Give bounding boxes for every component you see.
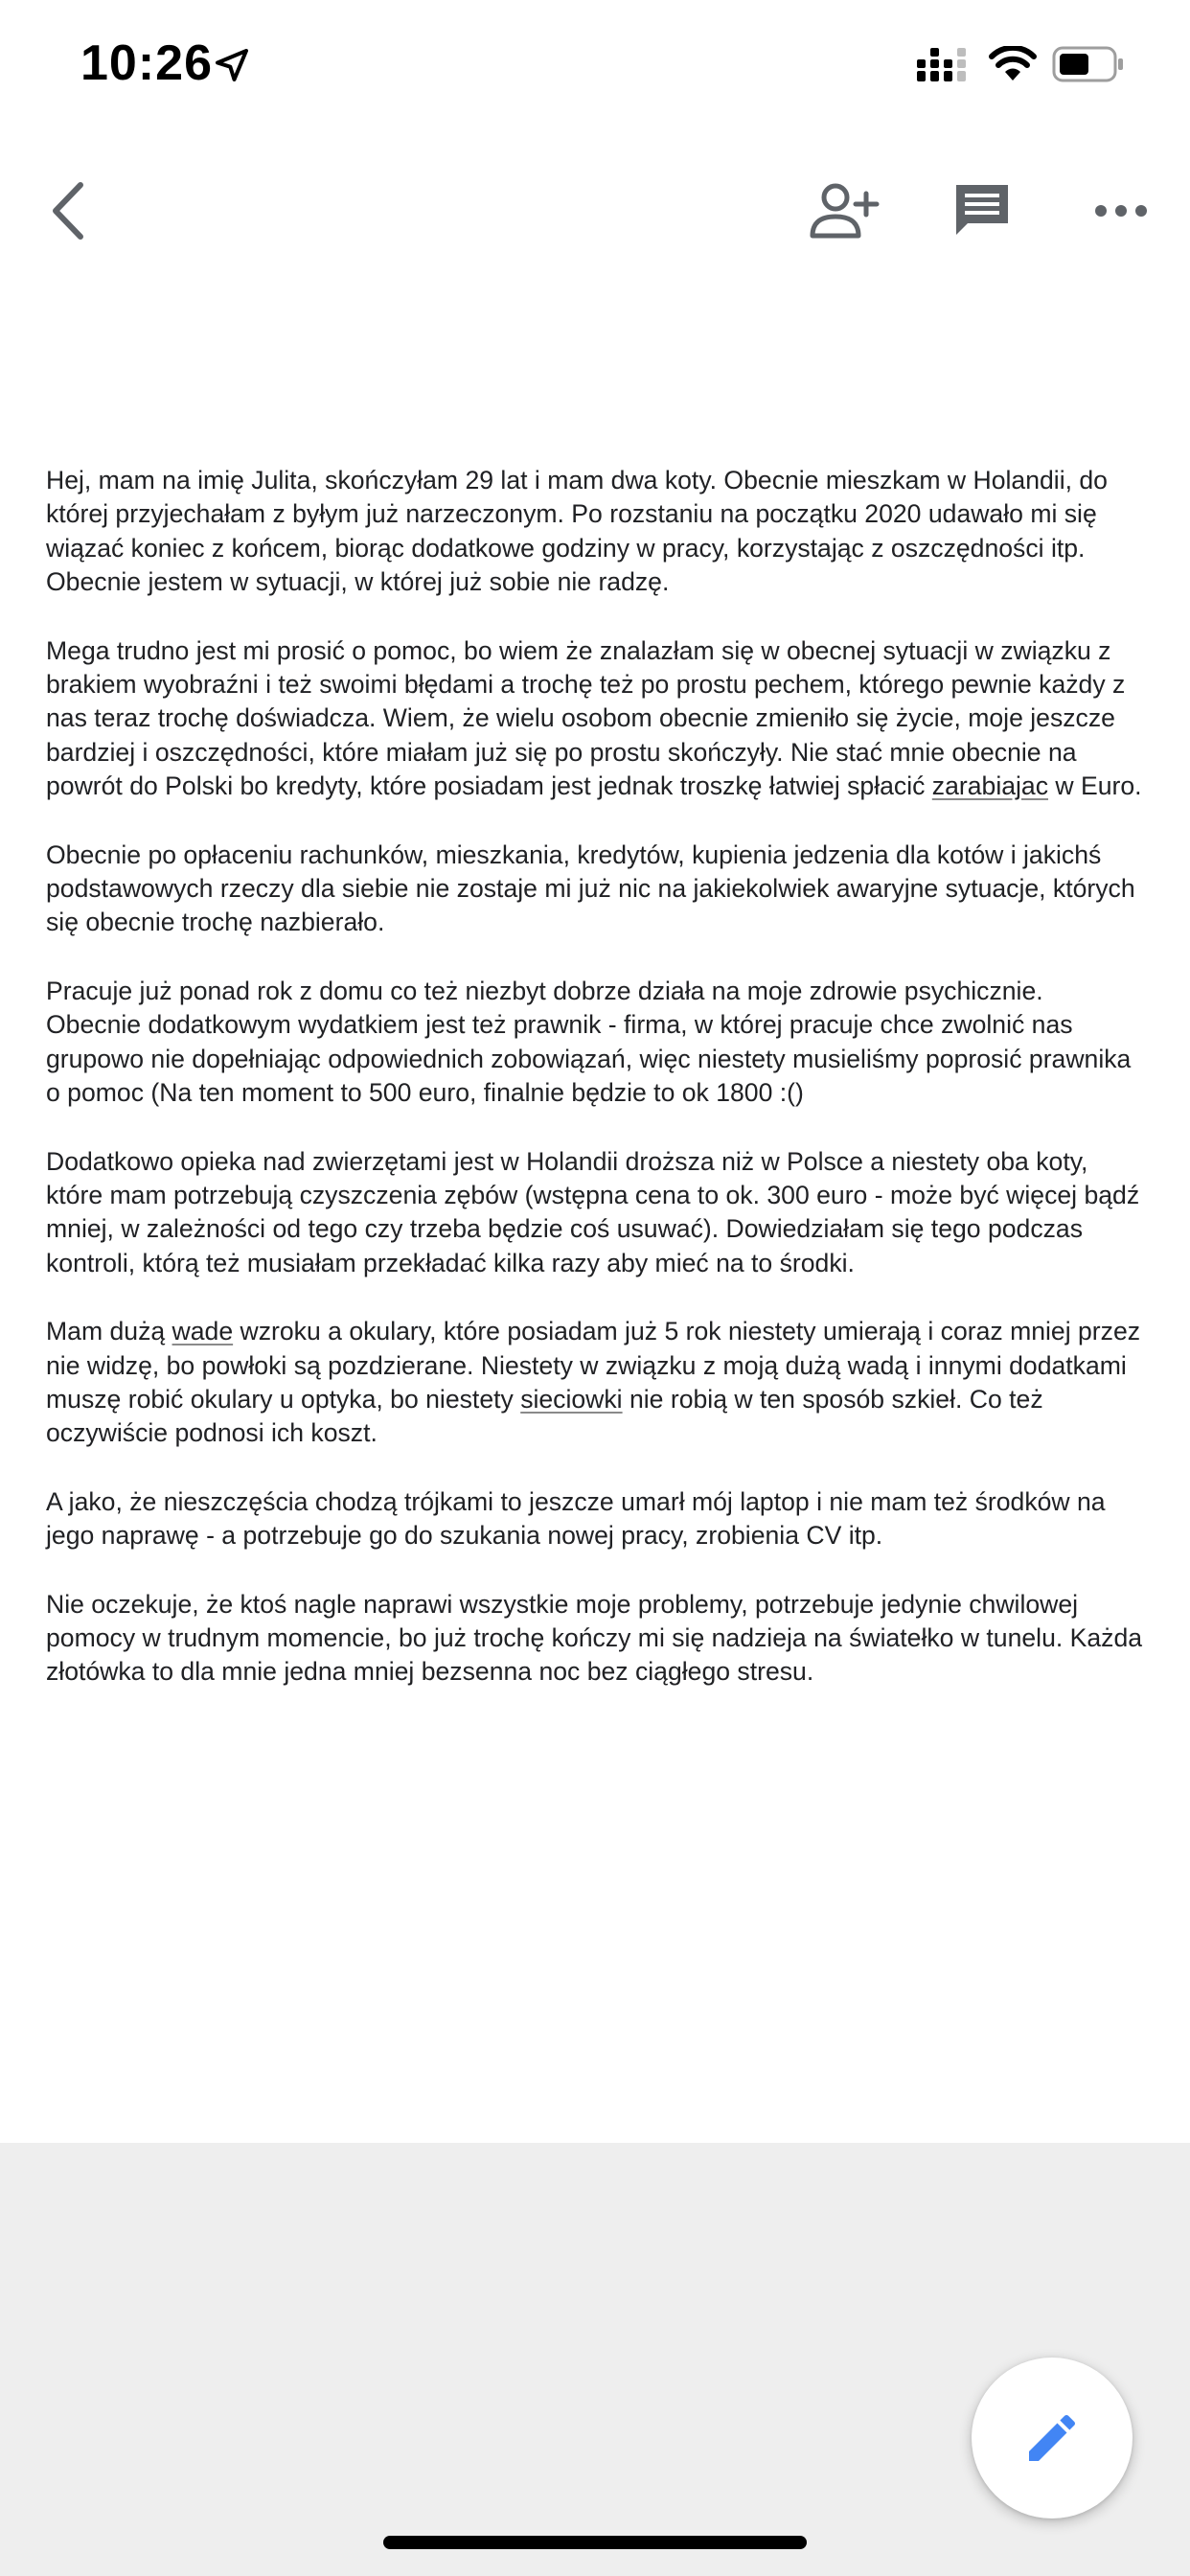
edit-fab-button[interactable]	[972, 2358, 1133, 2518]
document-paragraph	[46, 975, 1144, 1111]
document-paragraph	[46, 1588, 1144, 1690]
document-paragraph	[46, 1315, 1144, 1451]
document-paragraph	[46, 839, 1144, 940]
document-paragraph	[46, 634, 1144, 804]
more-options-button[interactable]	[1073, 163, 1169, 259]
document-body[interactable]	[46, 464, 1144, 1724]
paragraph-text: Obecnie po opłaceniu rachunków, mieszkania, kredytów, kupienia jedzenia dla kotów i jakichś podstawowych rzeczy dla siebie nie zostaje mi już nic na jakiekolwiek awaryjne sytuacje, których się obecnie trochę nazbierało.	[46, 840, 1135, 937]
comments-button[interactable]	[934, 163, 1030, 259]
paragraph-text: Hej, mam na imię Julita, skończyłam 29 lat i mam dwa koty. Obecnie mieszkam w Holandii, do której przyjechałam z byłym już narzeczonym. Po rozstaniu na początku 2020 udawało mi się wiązać koniec z końcem, biorąc dodatkowe godziny w pracy, korzystając z oszczędności itp. Obecnie jestem w sytuacji, w której już sobie nie radzę.	[46, 466, 1108, 597]
signal-icon	[917, 48, 969, 82]
comment-icon	[950, 179, 1014, 242]
status-time: 10:26	[80, 35, 213, 91]
pencil-edit-icon	[1021, 2407, 1083, 2469]
document-paragraph	[46, 1145, 1144, 1281]
paragraph-text: Mam dużą	[46, 1317, 172, 1346]
paragraph-text: Dodatkowo opieka nad zwierzętami jest w Holandii droższa niż w Polsce a niestety oba koty, które mam potrzebują czyszczenia zębów (wstępna cena to ok. 300 euro - może być więcej bądź mniej, w zależności od tego czy trzeba będzie coś usuwać). Dowiedziałam się tego podczas kontroli, którą też musiałam przekładać kilka razy aby mieć na to środki.	[46, 1146, 1140, 1277]
location-arrow-icon	[213, 46, 251, 84]
person-add-icon	[807, 180, 880, 242]
paragraph-text: nie robią w ten sposób szkieł. Co też oczywiście podnosi ich koszt.	[46, 1384, 1043, 1448]
share-add-person-button[interactable]	[795, 163, 891, 259]
document-paragraph	[46, 1485, 1144, 1553]
paragraph-text: Pracuje już ponad rok z domu co też niezbyt dobrze działa na moje zdrowie psychicznie. Obecnie dodatkowym wydatkiem jest też prawnik - firma, w której pracuje chce zwolnić nas grupowo nie dopełniając odpowiednich zobowiązań, więc niestety musieliśmy poprosić prawnika o pomoc (Na ten moment to 500 euro, finalnie będzie to ok 1800 :()	[46, 976, 1132, 1108]
misspelled-word: wade	[172, 1317, 234, 1346]
wifi-icon	[989, 46, 1037, 82]
document-end-area	[0, 2143, 1190, 2576]
paragraph-text: Mega trudno jest mi prosić o pomoc, bo wiem że znalazłam się w obecnej sytuacji w związku z brakiem wyobraźni i też swoimi błędami a trochę też po prostu pechem, którego pewnie każdy z nas teraz trochę doświadcza. Wiem, że wielu osobom obecnie zmieniło się życie, moje jeszcze bardziej i oszczędności, które miałam już się po prostu skończyły. Nie stać mnie obecnie na powrót do Polski bo kredyty, które posiadam jest jednak troszkę łatwiej spłacić	[46, 635, 1126, 801]
more-horizontal-icon	[1092, 201, 1150, 220]
back-button[interactable]	[21, 163, 117, 259]
status-bar	[0, 0, 1190, 134]
document-toolbar	[0, 163, 1190, 259]
document-paragraph	[46, 464, 1144, 600]
battery-icon	[1052, 46, 1125, 82]
home-indicator	[383, 2536, 807, 2549]
paragraph-text: wzroku a okulary, które posiadam już 5 rok niestety umierają i coraz mniej przez nie widzę, bo powłoki są pozdzierane. Niestety w związku z moją dużą wadą i innymi dodatkami muszę robić okulary u optyka, bo niestety	[46, 1317, 1141, 1414]
misspelled-word: sieciowki	[520, 1384, 623, 1414]
paragraph-text: w Euro.	[1048, 771, 1142, 801]
paragraph-text: Nie oczekuje, że ktoś nagle naprawi wszystkie moje problemy, potrzebuje jedynie chwilowej pomocy w trudnym momencie, bo już trochę kończy mi się nadzieja na światełko w tunelu. Każda złotówka to dla mnie jedna mniej bezsenna noc bez ciągłego stresu.	[46, 1589, 1143, 1687]
chevron-left-icon	[40, 177, 98, 244]
paragraph-text: A jako, że nieszczęścia chodzą trójkami to jeszcze umarł mój laptop i nie mam też środków na jego naprawę - a potrzebuje go do szukania nowej pracy, zrobienia CV itp.	[46, 1486, 1106, 1551]
misspelled-word: zarabiajac	[931, 771, 1049, 801]
